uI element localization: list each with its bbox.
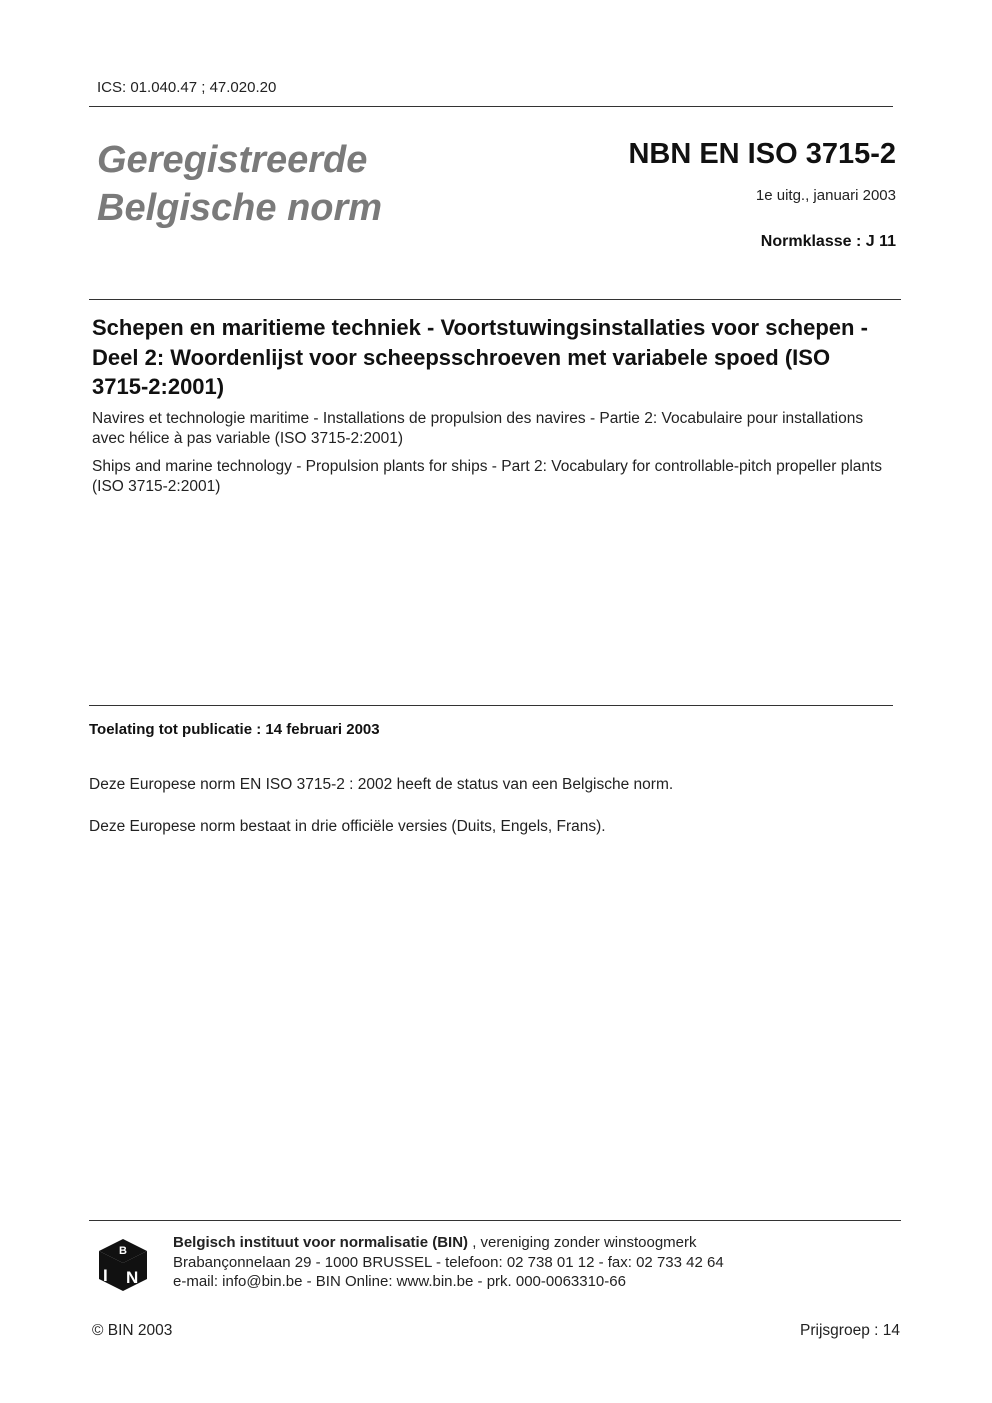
brand-title <box>97 136 382 232</box>
bin-logo <box>97 1237 149 1293</box>
brand-line-2: Belgische norm <box>97 187 383 229</box>
title-rule <box>89 299 901 300</box>
edition-date: 1e uitg., januari 2003 <box>755 187 896 204</box>
title-english: Ships and marine technology - Propulsion plants for ships - Part 2: Vocabulary for controllable-pitch propeller plants (ISO 3715-2:2001) <box>92 458 883 495</box>
organization-address <box>173 1233 724 1292</box>
versions-paragraph: Deze Europese norm bestaat in drie officiële versies (Duits, Engels, Frans). <box>89 818 606 835</box>
address-line: Brabançonnelaan 29 - 1000 BRUSSEL - telefoon: 02 738 01 12 - fax: 02 733 42 64 <box>173 1253 724 1271</box>
svg-text:N: N <box>126 1268 139 1287</box>
price-group: Prijsgroep : 14 <box>800 1322 900 1339</box>
svg-text:I: I <box>103 1266 108 1285</box>
copyright: © BIN 2003 <box>92 1322 173 1339</box>
body-rule <box>89 705 893 706</box>
organization-name: Belgisch instituut voor normalisatie (BIN) <box>173 1234 469 1251</box>
ics-code: ICS: 01.040.47 ; 47.020.20 <box>97 79 277 96</box>
approval-date: Toelating tot publicatie : 14 februari 2003 <box>89 721 380 738</box>
organization-line <box>173 1233 724 1253</box>
normklasse: Normklasse : J 11 <box>760 233 896 250</box>
top-rule <box>89 106 893 107</box>
title-dutch: Schepen en maritieme techniek - Voortstuwingsinstallaties voor schepen - Deel 2: Woordenlijst voor scheepsschroeven met variabele spoed (ISO 3715-2:2001) <box>92 315 868 399</box>
svg-text:B: B <box>119 1245 127 1257</box>
brand-line-1: Geregistreerde <box>97 139 368 181</box>
organization-suffix: , vereniging zonder winstoogmerk <box>468 1234 697 1251</box>
contact-line: e-mail: info@bin.be - BIN Online: www.bin.be - prk. 000-0063310-66 <box>173 1273 626 1290</box>
title-french: Navires et technologie maritime - Installations de propulsion des navires - Partie 2: Vocabulaire pour installations avec hélice à pas variable (ISO 3715-2:2001) <box>92 410 864 447</box>
standard-number: NBN EN ISO 3715-2 <box>628 138 896 170</box>
footer-rule <box>89 1220 901 1221</box>
status-paragraph: Deze Europese norm EN ISO 3715-2 : 2002 heeft de status van een Belgische norm. <box>89 776 674 793</box>
